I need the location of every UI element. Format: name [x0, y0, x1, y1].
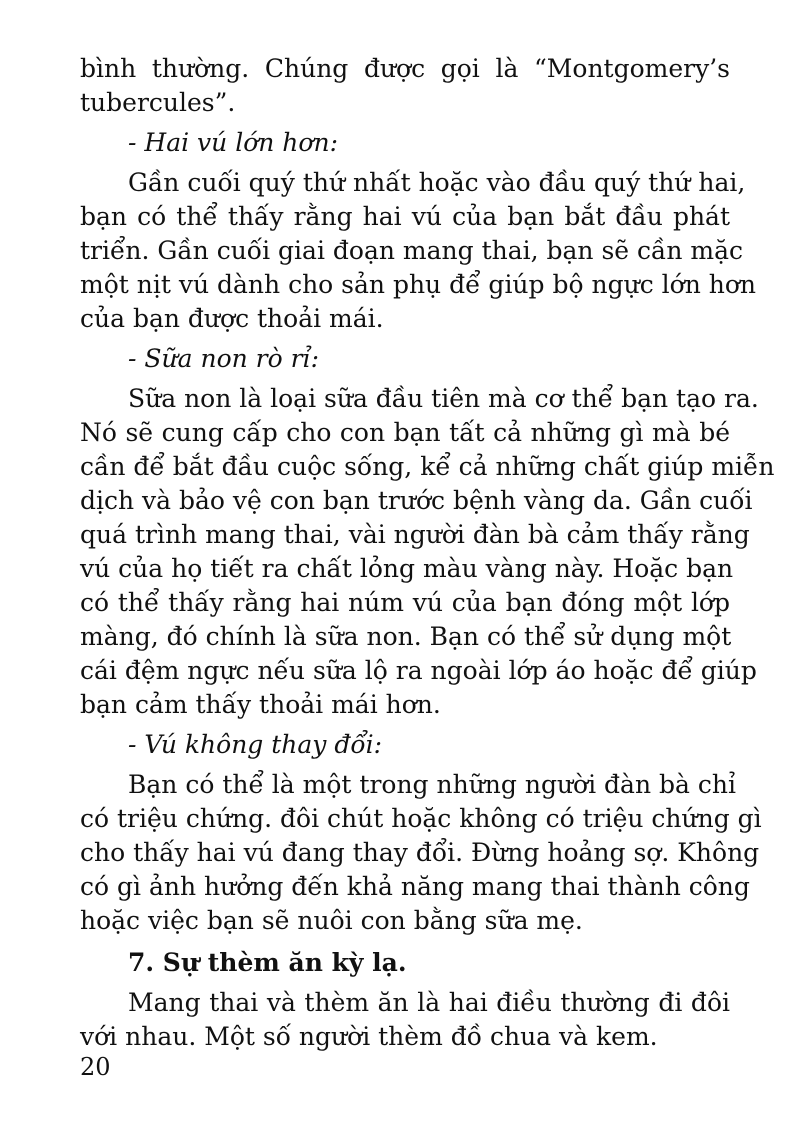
paragraph — [80, 166, 756, 336]
text-line: Nó sẽ cung cấp cho con bạn tất cả những gì mà bé — [80, 418, 730, 447]
text-line: vú của họ tiết ra chất lỏng màu vàng này. Hoặc bạn — [80, 554, 734, 583]
text-line: dịch và bảo vệ con bạn trước bệnh vàng da. Gần cuối — [80, 486, 753, 515]
text-line: - Sữa non rò rỉ: — [128, 344, 319, 373]
paragraph — [80, 382, 775, 722]
text-line: - Vú không thay đổi: — [128, 730, 383, 759]
text-line: tubercules”. — [80, 88, 236, 117]
text-line: cho thấy hai vú đang thay đổi. Đừng hoảng sợ. Không — [80, 838, 760, 867]
section-heading — [80, 946, 730, 980]
text-line: của bạn được thoải mái. — [80, 304, 384, 333]
paragraph — [80, 768, 762, 938]
subheading — [80, 126, 730, 160]
text-line: có gì ảnh hưởng đến khả năng mang thai thành công — [80, 872, 750, 901]
text-line: cần để bắt đầu cuộc sống, kể cả những chất giúp miễn — [80, 452, 775, 481]
subheading — [80, 342, 730, 376]
text-line: một nịt vú dành cho sản phụ để giúp bộ ngực lớn hơn — [80, 270, 756, 299]
text-line: cái đệm ngực nếu sữa lộ ra ngoài lớp áo hoặc để giúp — [80, 656, 757, 685]
text-line: bình thường. Chúng được gọi là “Montgomery’s — [80, 54, 730, 83]
page-number: 20 — [80, 1053, 111, 1081]
text-line: triển. Gần cuối giai đoạn mang thai, bạn sẽ cần mặc — [80, 236, 744, 265]
text-line: quá trình mang thai, vài người đàn bà cảm thấy rằng — [80, 520, 750, 549]
text-line: Sữa non là loại sữa đầu tiên mà cơ thể bạn tạo ra. — [128, 384, 759, 413]
text-line: Bạn có thể là một trong những người đàn bà chỉ — [128, 770, 736, 799]
text-line: Gần cuối quý thứ nhất hoặc vào đầu quý thứ hai, — [128, 168, 746, 197]
text-line: hoặc việc bạn sẽ nuôi con bằng sữa mẹ. — [80, 906, 583, 935]
text-line: bạn có thể thấy rằng hai vú của bạn bắt đầu phát — [80, 202, 730, 231]
text-line: 7. Sự thèm ăn kỳ lạ. — [128, 948, 407, 977]
text-line: với nhau. Một số người thèm đồ chua và kem. — [80, 1022, 658, 1051]
text-line: màng, đó chính là sữa non. Bạn có thể sử dụng một — [80, 622, 732, 651]
text-line: có thể thấy rằng hai núm vú của bạn đóng một lớp — [80, 588, 730, 617]
text-line: bạn cảm thấy thoải mái hơn. — [80, 690, 441, 719]
text-line: - Hai vú lớn hơn: — [128, 128, 338, 157]
document-page — [80, 52, 775, 1054]
text-line: có triệu chứng. đôi chút hoặc không có triệu chứng gì — [80, 804, 762, 833]
text-line: Mang thai và thèm ăn là hai điều thường đi đôi — [128, 988, 730, 1017]
subheading — [80, 728, 730, 762]
paragraph — [80, 52, 730, 120]
paragraph — [80, 986, 730, 1054]
